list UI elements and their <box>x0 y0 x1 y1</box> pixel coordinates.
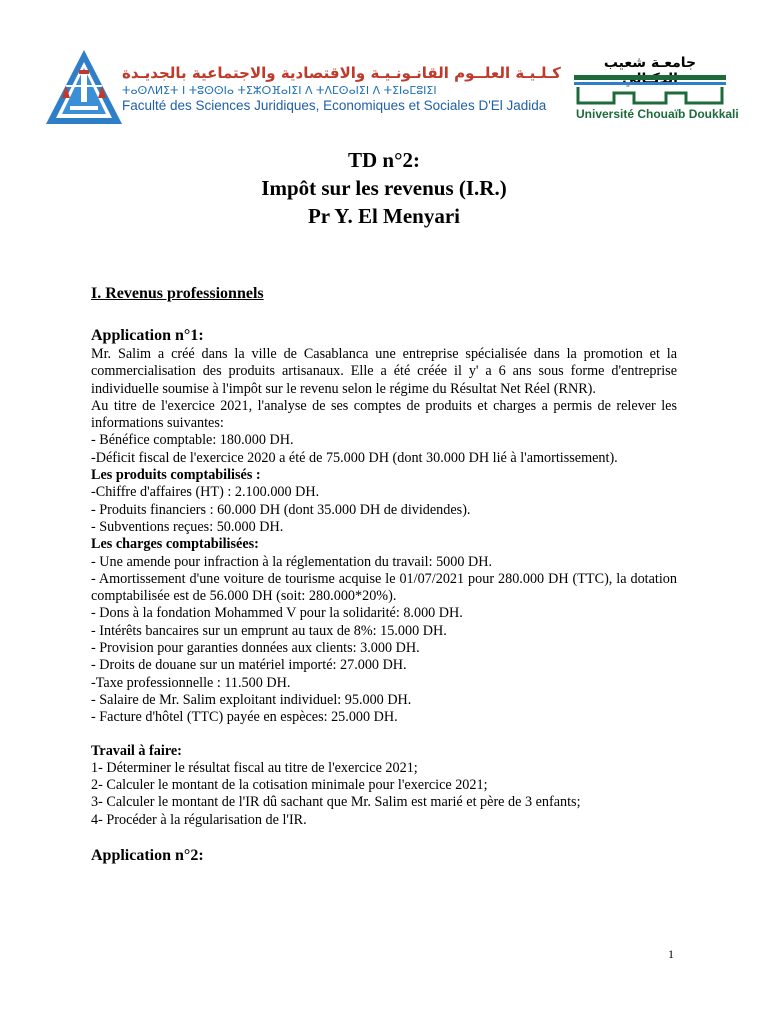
travail-heading: Travail à faire: <box>91 742 182 759</box>
charge-item: -Taxe professionnelle : 11.500 DH. <box>91 674 291 691</box>
charge-item: - Intérêts bancaires sur un emprunt au taux de 8%: 15.000 DH. <box>91 622 447 639</box>
faculty-name-french: Faculté des Sciences Juridiques, Economiques et Sociales D'El Jadida <box>122 98 547 113</box>
app1-context: Au titre de l'exercice 2021, l'analyse de ses comptes de produits et charges a permis de relever les informations suivantes: <box>91 397 677 432</box>
app1-deficit: -Déficit fiscal de l'exercice 2020 a été de 75.000 DH (dont 30.000 DH lié à l'amortissement). <box>91 449 618 466</box>
title-author: Pr Y. El Menyari <box>307 204 461 228</box>
faculty-emblem-icon <box>44 48 124 128</box>
application-2-heading: Application n°2: <box>91 847 204 865</box>
faculty-logo <box>44 48 124 128</box>
charge-item: - Provision pour garanties données aux clients: 3.000 DH. <box>91 640 420 657</box>
produit-item: - Produits financiers : 60.000 DH (dont 35.000 DH de dividendes). <box>91 501 471 518</box>
page-number: 1 <box>668 947 674 961</box>
app1-benefice: - Bénéfice comptable: 180.000 DH. <box>91 432 294 449</box>
faculty-name-arabic: كـلـيـة العلــوم القانـونـيـة والاقتصادية والاجتماعية بالجديـدة <box>122 64 561 82</box>
title-line-1: TD n°2: <box>348 148 420 172</box>
title-line-2: Impôt sur les revenus (I.R.) <box>261 176 507 200</box>
faculty-name-tifinagh: ⵜⴰⵙⴷⵍⵉⵜ ⵏ ⵜⵓⵙⵙⵏⴰ ⵜⵉⵣⵔⴼⴰⵏⵉⵏ ⴷ ⵜⴷⵎⵙⴰⵏⵉⵏ ⴷ ⵜⵉⵏⴰⵎⵓⵏⵉⵏ <box>122 84 437 97</box>
document-body <box>91 284 677 866</box>
produit-item: - Subventions reçues: 50.000 DH. <box>91 518 284 535</box>
charge-item: - Une amende pour infraction à la réglementation du travail: 5000 DH. <box>91 553 493 570</box>
university-name-french: Université Chouaïb Doukkali <box>576 107 739 121</box>
travail-item: 2- Calculer le montant de la cotisation minimale pour l'exercice 2021; <box>91 777 488 794</box>
charge-item: - Droits de douane sur un matériel importé: 27.000 DH. <box>91 657 407 674</box>
travail-item: 3- Calculer le montant de l'IR dû sachant que Mr. Salim est marié et père de 3 enfants; <box>91 794 581 811</box>
document-title <box>0 146 768 230</box>
university-emblem-icon <box>574 73 726 107</box>
produits-heading: Les produits comptabilisés : <box>91 467 261 484</box>
section-heading: I. Revenus professionnels <box>91 285 264 302</box>
application-1-heading: Application n°1: <box>91 327 204 344</box>
charge-item: - Dons à la fondation Mohammed V pour la solidarité: 8.000 DH. <box>91 605 463 622</box>
university-name-arabic: جامعـة شعيب <box>603 55 697 71</box>
app1-intro: Mr. Salim a créé dans la ville de Casablanca une entreprise spécialisée dans la promotion et la commercialisation des produits artisanaux. Elle a été créée il y' a 6 ans sous forme d'entreprise individuelle soumise à l'impôt sur le revenu selon le régime du Résultat Net Réel (RNR). <box>91 346 677 397</box>
charges-heading: Les charges comptabilisées: <box>91 536 259 553</box>
charge-item: - Facture d'hôtel (TTC) payée en espèces: 25.000 DH. <box>91 709 398 726</box>
travail-item: 4- Procéder à la régularisation de l'IR. <box>91 811 307 828</box>
travail-item: 1- Déterminer le résultat fiscal au titre de l'exercice 2021; <box>91 759 418 776</box>
charge-item: - Salaire de Mr. Salim exploitant individuel: 95.000 DH. <box>91 691 412 708</box>
produit-item: -Chiffre d'affaires (HT) : 2.100.000 DH. <box>91 484 320 501</box>
charge-item: - Amortissement d'une voiture de tourisme acquise le 01/07/2021 pour 280.000 DH (TTC), la dotation comptabilisée est de 56.000 DH (soit: 280.000*20%). <box>91 570 677 605</box>
